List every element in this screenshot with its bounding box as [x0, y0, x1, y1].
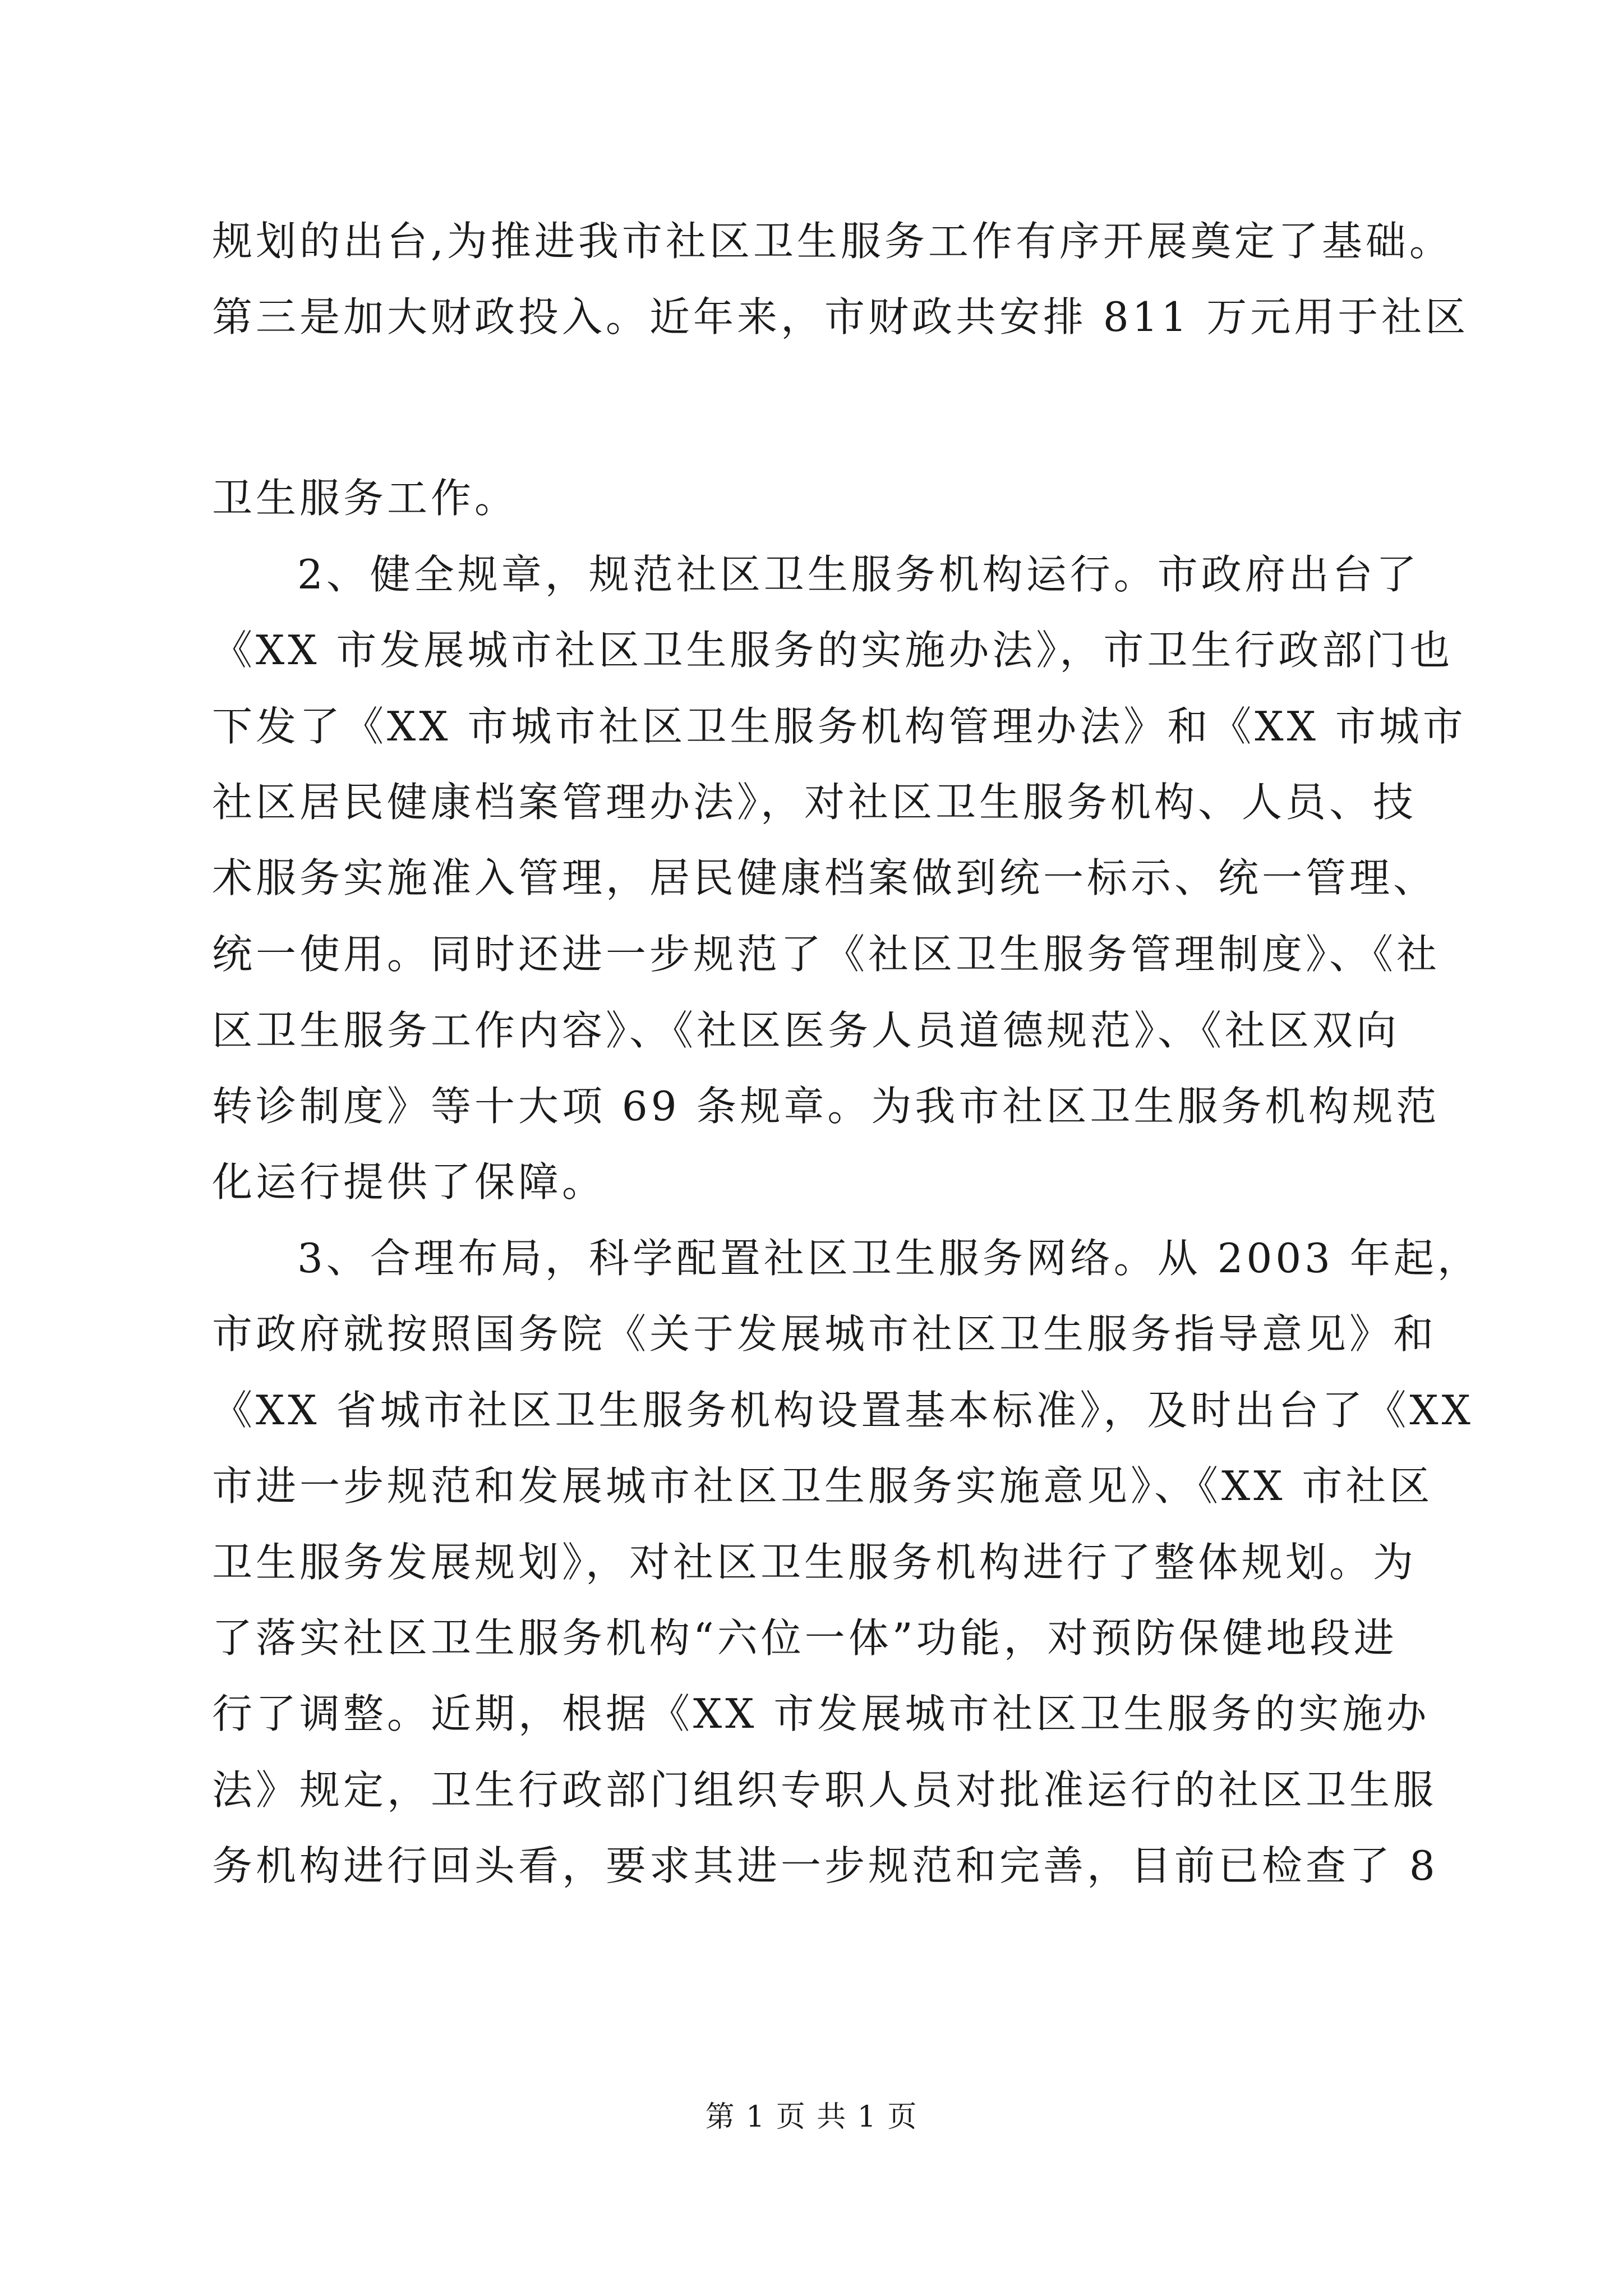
- text-line: 下发了《XX 市城市社区卫生服务机构管理办法》和《XX 市城市: [212, 703, 1467, 750]
- text-line: 卫生服务发展规划》，对社区卫生服务机构进行了整体规划。为: [212, 1539, 1417, 1586]
- text-line: 市进一步规范和发展城市社区卫生服务实施意见》、《XX 市社区: [212, 1462, 1433, 1510]
- text-line: 3、合理布局，科学配置社区卫生服务网络。从 2003 年起，: [297, 1235, 1481, 1282]
- text-line: 术服务实施准入管理，居民健康档案做到统一标示、统一管理、: [212, 854, 1437, 901]
- text-line: 统一使用。同时还进一步规范了《社区卫生服务管理制度》、《社: [212, 931, 1441, 978]
- text-line: 法》规定，卫生行政部门组织专职人员对批准运行的社区卫生服: [212, 1766, 1437, 1814]
- text-line: 规划的出台,为推进我市社区卫生服务工作有序开展奠定了基础。: [212, 218, 1453, 265]
- text-line: 区卫生服务工作内容》、《社区医务人员道德规范》、《社区双向: [212, 1007, 1400, 1054]
- text-line: 卫生服务工作。: [212, 475, 519, 522]
- text-line: 《XX 省城市社区卫生服务机构设置基本标准》，及时出台了《XX: [212, 1387, 1474, 1434]
- text-line: 行了调整。近期，根据《XX 市发展城市社区卫生服务的实施办: [212, 1690, 1430, 1737]
- text-line: 化运行提供了保障。: [212, 1158, 606, 1205]
- page-footer: 第 1 页 共 1 页: [705, 2100, 918, 2134]
- text-line: 2、健全规章，规范社区卫生服务机构运行。市政府出台了: [297, 551, 1420, 598]
- text-line: 《XX 市发展城市社区卫生服务的实施办法》，市卫生行政部门也: [212, 627, 1454, 674]
- text-line: 转诊制度》等十大项 69 条规章。为我市社区卫生服务机构规范: [212, 1083, 1440, 1130]
- text-line: 第三是加大财政投入。近年来，市财政共安排 811 万元用于社区: [212, 293, 1469, 341]
- text-line: 市政府就按照国务院《关于发展城市社区卫生服务指导意见》和: [212, 1310, 1437, 1358]
- text-line: 务机构进行回头看，要求其进一步规范和完善，目前已检查了 8: [212, 1842, 1438, 1889]
- text-line: 社区居民健康档案管理办法》，对社区卫生服务机构、人员、技: [212, 779, 1417, 826]
- text-line: 了落实社区卫生服务机构“六位一体”功能，对预防保健地段进: [212, 1614, 1398, 1662]
